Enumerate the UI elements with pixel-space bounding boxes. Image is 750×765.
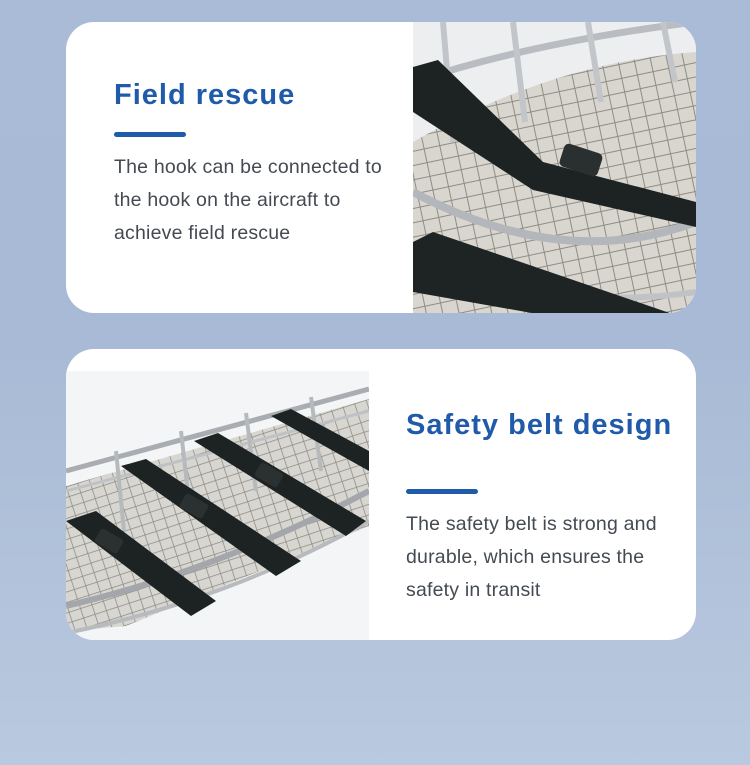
basket-stretcher-full-image	[66, 371, 369, 640]
basket-stretcher-closeup-image	[413, 22, 696, 313]
feature-title: Field rescue	[114, 79, 296, 111]
feature-title: Safety belt design	[406, 409, 673, 441]
feature-description: The safety belt is strong and durable, which ensures the safety in transit	[406, 513, 657, 601]
feature-description: The hook can be connected to the hook on the aircraft to achieve field rescue	[114, 156, 382, 244]
feature-card-safety-belt	[66, 349, 696, 640]
feature-card-field-rescue	[66, 22, 696, 313]
title-underline	[406, 489, 478, 494]
title-underline	[114, 132, 186, 137]
